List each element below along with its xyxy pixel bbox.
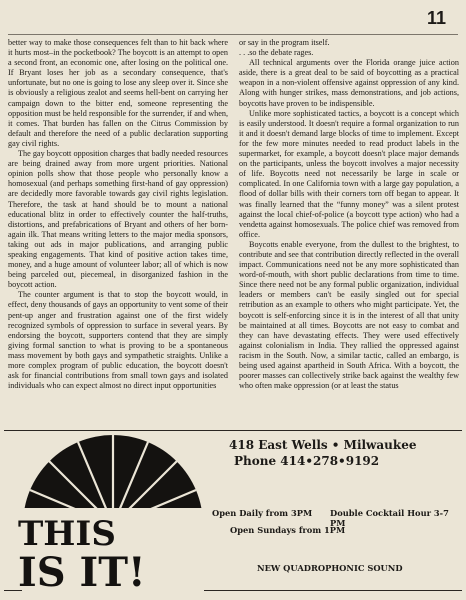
advertisement <box>4 430 462 596</box>
paragraph: . . .so the debate rages. <box>239 48 314 58</box>
left-column <box>8 38 228 391</box>
right-column <box>239 38 459 391</box>
logo-is-it-text: IS IT! <box>18 549 146 592</box>
paragraph: Unlike more sophisticated tactics, a boycott is a concept which is easily understood. It doesn't require a formal organization to run it and it doesn't demand large blocks of time to implement. Except for the few more minutes needed to read product labels in the supermarket, for example, a boycott doesn't place major demands on the participants, unless the boycott involves a major necessity of life. Boycotts need not necessarily be large in scale or complicated. In one California town with a large gay population, a flood of dollar bills with their corners torn off began to appear. It was finally learned that the “funny money” was a silent protest against the local chief-of-police (a boycott type action) who had a vendetta against homosexuals. The police chief was removed from office. <box>239 108 459 239</box>
ad-phone: Phone 414•278•9192 <box>234 454 380 468</box>
ad-address: 418 East Wells • Milwaukee <box>229 438 417 452</box>
paragraph: better way to make those consequences felt than to hit back where it hurts most–in the pocketbook? The boycott is an attempt to open a second front, an economic one, after losing on the political one. If Bryant loses her job as a secondary consequence, that's unfortunate, but no one is going to lose any sleep over it. Since she is obviously a religious zealot and seems hell-bent on carrying her campaign down to the bitter end, someone representing the opposition must be held responsible for the surrender, if and when, it comes. That burden has fallen on the Citrus Commission by default and therefore the need of a public declaration supporting gay civil rights. <box>8 38 228 148</box>
paragraph: All technical arguments over the Florida orange juice action aside, there is a great deal to be said of boycotting as a practical weapon in a non-violent offensive against oppression of any kind. Along with hunger strikes, mass demonstrations, and job actions, boycotts have proven to be indispensible. <box>239 58 459 108</box>
ad-cocktail-hour: Double Cocktail Hour 3-7 PM <box>330 508 449 528</box>
paragraph: or say in the program itself. <box>239 38 330 47</box>
paragraph: The counter argument is that to stop the boycott would, in effect, deny thousands of gays an opportunity to vent some of their pent-up anger and frustration against one of the first widely recognized symbols of oppression to surface in several years. By endorsing the boycott, supporters contend that they are simply giving formal sanction to what is proving to be a spontaneous mass movement by both gays and sympathetic straights. Unlike a more complex program of public education, the boycott doesn't ask for financial contributions from small town gays and isolated individuals who can expect almost no direct input opportunities <box>8 290 228 391</box>
paragraph: Boycotts enable everyone, from the dullest to the brightest, to contribute and see that contribution directly reflected in the overall impact. Communications need not be any more sophisticated than word-of-mouth, with short public declarations from time to time. Since there need not be any formal public organization, individual leaders or members can't be easily singled out for special retribution as an example to others who might participate. Yet, the boycott is self-enforcing since it is in the interest of all that unity be maintained at all times. Boycotts are not easy to combat and they can have devastating effects. They were used effectively against colonialism in India. They rallied the oppressed against racism in the South. Now, a similar tactic, called an embargo, is being used against apartheid in South Africa. With a boycott, the poorer masses can collectively strike back against the wealthy few who often make oppression (or at least the status <box>239 239 459 391</box>
ad-sunday-hours: Open Sundays from 1PM <box>230 525 346 535</box>
header-rule <box>8 34 458 35</box>
sunburst-logo <box>8 430 218 592</box>
ad-sound: NEW QUADROPHONIC SOUND <box>257 563 403 573</box>
ad-daily-hours: Open Daily from 3PM <box>212 508 313 518</box>
page-number: 11 <box>426 8 446 28</box>
logo-this-text: THIS <box>18 514 116 554</box>
paragraph: The gay boycott opposition charges that badly needed resources are being drained away from more urgent priorities. National opinion polls show that those people who personally know a homosexual (and perhaps something first-hand of gay oppression) are decidedly more favorable towards gay civil rights legislation. Therefore, the task at hand should be to mount a national educational blitz in order to effectively counter the half-truths, distortions, and prefabrications of Bryant and others of her born-again ilk. That means writing letters to the major media sponsors, taking out ads in major publications, and arranging public speaking engagements. That kind of positive action takes time, money, and a huge amount of volunteer labor; all of which is now being parceled out, piecemeal, in disorganized fashion in the boycott action. <box>8 149 228 290</box>
